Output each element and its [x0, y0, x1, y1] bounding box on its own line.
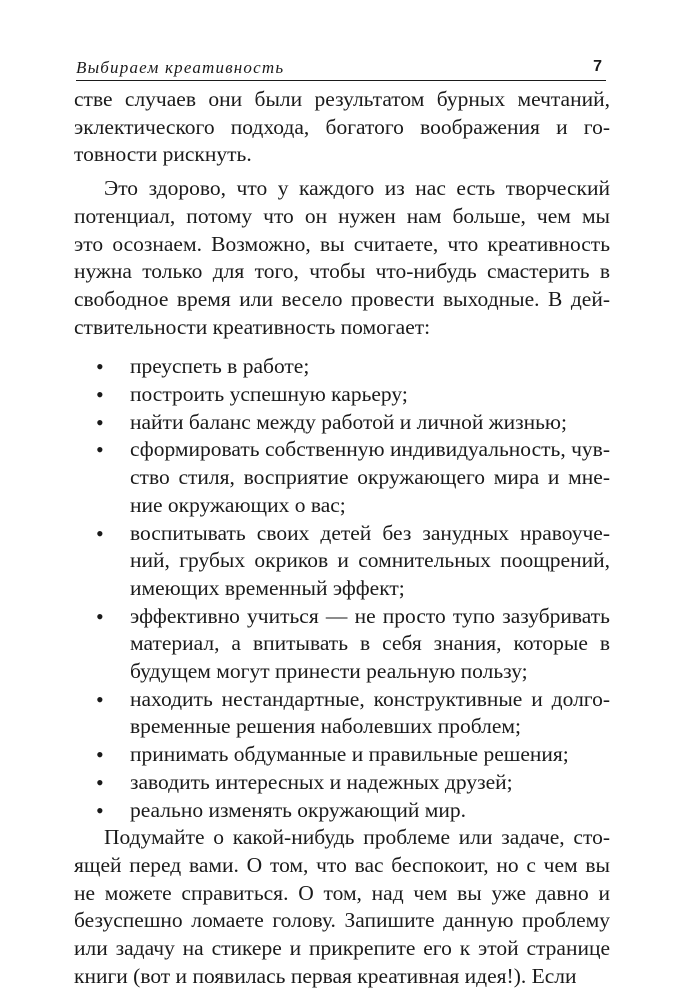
list-item-line: материал, а впитывать в себя знания, которые в	[130, 631, 610, 656]
paragraph-think-about-problem	[74, 824, 610, 990]
list-item	[74, 603, 610, 686]
list-item	[74, 769, 610, 797]
text-line: стве случаев они были результатом бурных мечтаний,	[74, 87, 610, 111]
text-line: потенциал, потому что он нужен нам больше, чем мы	[74, 203, 610, 228]
paragraph-continued	[74, 86, 610, 169]
running-header	[76, 56, 606, 81]
list-item	[74, 409, 610, 437]
list-item-line: имеющих временный эффект;	[130, 575, 405, 600]
list-item-line: • найти баланс между работой и личной жизнью;	[130, 409, 567, 434]
list-item-line: ние окружающих о вас;	[130, 492, 346, 517]
text-line: ящей перед вами. О том, что вас беспокоит, но с чем вы	[74, 852, 610, 877]
text-line: безуспешно ломаете голову. Запишите данную проблему	[74, 908, 610, 933]
list-item-line: • воспитывать своих детей без занудных нравоуче-	[130, 520, 610, 545]
list-item	[74, 797, 610, 825]
text-line: книги (вот и появилась первая креативная идея!). Если	[74, 963, 577, 988]
text-line: не можете справиться. О том, над чем вы уже давно и	[74, 880, 610, 905]
benefits-list	[74, 353, 610, 824]
text-line: эклектического подхода, богатого воображения и го-	[74, 114, 610, 139]
list-item	[74, 520, 610, 603]
list-item-line: • построить успешную карьеру;	[130, 382, 408, 407]
list-item	[74, 436, 610, 519]
text-line: свободное время или весело провести выходные. В дей-	[74, 286, 610, 311]
text-line: ствительности креативность помогает:	[74, 314, 431, 339]
list-item-line: временные решения наболевших проблем;	[130, 714, 521, 739]
text-line: Подумайте о какой-нибудь проблеме или задаче, сто-	[104, 825, 610, 850]
text-line: это осознаем. Возможно, вы считаете, что креативность	[74, 231, 610, 256]
page-number: 7	[593, 58, 602, 75]
text-line: или задачу на стикере и прикрепите его к этой странице	[74, 936, 610, 961]
list-item-line: • преуспеть в работе;	[130, 354, 310, 379]
list-item-line: ство стиля, восприятие окружающего мира и мне-	[130, 465, 610, 490]
text-line: товности рискнуть.	[74, 142, 252, 167]
list-item	[74, 353, 610, 381]
list-item-line: • сформировать собственную индивидуальность, чув-	[130, 437, 610, 462]
list-item-line: • эффективно учиться — не просто тупо зазубривать	[130, 603, 610, 628]
list-item	[74, 686, 610, 741]
list-item-line: • реально изменять окружающий мир.	[130, 797, 467, 822]
list-item-line: • заводить интересных и надежных друзей;	[130, 769, 513, 794]
chapter-title: Выбираем креативность	[76, 58, 285, 77]
list-item	[74, 381, 610, 409]
text-line: нужна только для того, чтобы что-нибудь смастерить в	[74, 259, 610, 284]
list-item	[74, 741, 610, 769]
body-text	[74, 86, 610, 991]
list-item-line: • принимать обдуманные и правильные решения;	[130, 742, 569, 767]
paragraph-creativity-potential	[74, 175, 610, 341]
text-line: Это здорово, что у каждого из нас есть творческий	[104, 176, 610, 201]
list-item-line: • находить нестандартные, конструктивные и долго-	[130, 686, 610, 711]
list-item-line: будущем могут принести реальную пользу;	[130, 659, 528, 684]
list-item-line: ний, грубых окриков и сомнительных поощрений,	[130, 548, 610, 573]
